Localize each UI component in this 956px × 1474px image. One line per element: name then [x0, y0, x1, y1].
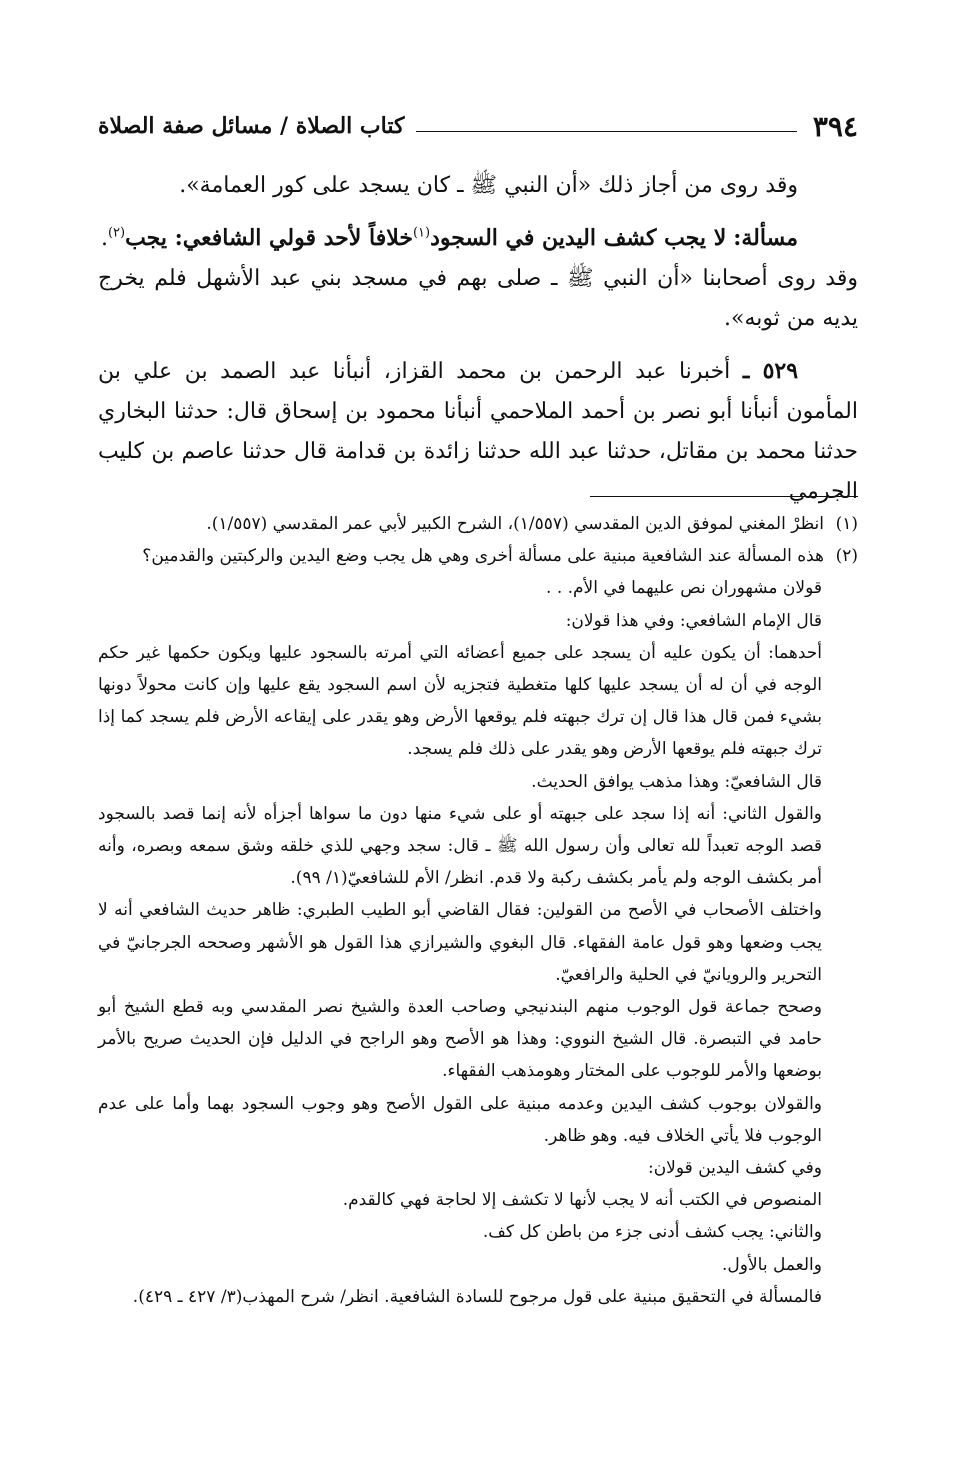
footnote-1-text: انظرْ المغني لموفق الدين المقدسي (١/٥٥٧)، الشرح الكبير لأبي عمر المقدسي (١/٥٥٧).: [206, 514, 824, 534]
footnote-2-text: هذه المسألة عند الشافعية مبنية على مسألة أخرى وهي هل يجب وضع اليدين والركبتين والقدمين؟: [142, 546, 824, 567]
footnote-separator: [590, 496, 858, 497]
hadith-number: ٥٢٩ ـ: [742, 358, 799, 384]
running-title: كتاب الصلاة / مسائل صفة الصلاة: [98, 113, 405, 139]
header-rule: [416, 131, 796, 132]
footnote-ref-1: (١): [412, 225, 431, 241]
footnote-2-body: [98, 572, 858, 1313]
footnote-line: وصحح جماعة قول الوجوب منهم البندنيجي وصاحب العدة والشيخ نصر المقدسي وبه قطع الشيخ أبو حامد في التبصرة. قال الشيخ النووي: وهذا هو الأصح وهو الراجح في الدليل فإن الحديث صريح بالأمر بوضعها والأمر للوجوب على المختار وهومذهب الفقهاء.: [98, 997, 822, 1082]
footnote-2-label: (٢): [835, 546, 858, 567]
footnote-line: المنصوص في الكتب أنه لا يجب لأنها لا تكشف إلا لحاجة فهي كالقدم.: [342, 1190, 822, 1211]
page-header: [98, 106, 858, 146]
footnote-line: قال الشافعيّ: وهذا مذهب يوافق الحديث.: [531, 771, 822, 792]
issue-end: .: [100, 226, 108, 251]
issue-paragraph: [98, 218, 858, 339]
issue-heading: لا يجب كشف اليدين في السجود: [430, 225, 727, 251]
footnote-line: والعمل بالأول.: [722, 1254, 822, 1275]
footnote-ref-2: (٢): [107, 225, 126, 241]
issue-text: خلافاً لأحد قولي الشافعي: يجب: [125, 225, 413, 251]
footnote-line: قال الإمام الشافعي: وفي هذا قولان:: [565, 610, 822, 631]
footnote-line: والثاني: يجب كشف أدنى جزء من باطن كل كف.: [482, 1222, 822, 1243]
hadith-chain: أخبرنا عبد الرحمن بن محمد القزاز، أنبأنا عبد الصمد بن علي بن المأمون أنبأنا أبو نصر بن أحمد الملاحمي أنبأنا محمود بن إسحاق قال: حدثنا البخاري حدثنا محمد بن مقاتل، حدثنا عبد الله حدثنا زائدة بن قدامة قال حدثنا عاصم بن كليب الجرمي: [98, 359, 858, 504]
hadith-paragraph: [98, 351, 858, 512]
footnote-line: فالمسألة في التحقيق مبنية على قول مرجوح للسادة الشافعية. انظر/ شرح المهذب(٣/ ٤٢٧ ـ ٤٢٩).: [132, 1286, 822, 1307]
footnote-line: والقولان بوجوب كشف اليدين وعدمه مبنية على القول الأصح وهو وجوب السجود بهما وأما على عدم الوجوب فلا يأتي الخلاف فيه. وهو ظاهر.: [98, 1093, 822, 1146]
footnote-2: [98, 540, 858, 572]
paragraph-turban: وقد روى من أجاز ذلك «أن النبي ﷺ ـ كان يسجد على كور العمامة».: [179, 173, 798, 198]
paragraph-companions: وقد روى أصحابنا «أن النبي ﷺ ـ صلى بهم في مسجد بني عبد الأشهل فلم يخرج يديه من ثوبه».: [98, 266, 858, 331]
issue-label: مسألة:: [733, 225, 798, 251]
footnote-line: قولان مشهوران نص عليهما في الأم. . .: [546, 578, 822, 599]
main-text: [98, 166, 858, 524]
footnote-line: واختلف الأصحاب في الأصح من القولين: فقال القاضي أبو الطيب الطبري: ظاهر حديث الشافعي أنه لا يجب وضعها وهو قول عامة الفقهاء. قال البغوي والشيرازي هذا القول هو الأشهر وصححه الجرجانيّ في التحرير والرويانيّ في الحلية والرافعيّ.: [98, 900, 822, 985]
footnote-line: أحدهما: أن يكون عليه أن يسجد على جميع أعضائه التي أمرته بالسجود عليها ويكون حكمها غير حكم الوجه في أن له أن يسجد عليها كلها متغطية فتجزيه لأن اسم السجود يقع عليها وإن كانت محولاً دونها بشيء فمن قال هذا قال إن ترك جبهته فلم يوقعها الأرض وهو يقدر على إيقاعه الأرض فلم يسجد كما إذا ترك جبهته فلم يوقعها الأرض وهو يقدر على ذلك فلم يسجد.: [98, 642, 822, 760]
footnotes: [98, 508, 858, 1313]
footnote-line: وفي كشف اليدين قولان:: [647, 1158, 822, 1179]
footnote-1-label: (١): [835, 514, 858, 534]
footnote-1: [98, 508, 858, 540]
page-number: ٣٩٤: [812, 109, 858, 143]
footnote-line: والقول الثاني: أنه إذا سجد على جبهته أو على شيء منها دون ما سواها أجزأه لأنه إنما قصد بالسجود قصد الوجه تعبداً لله تعالى وأن رسول الله ﷺ ـ قال: سجد وجهي للذي خلقه وشق سمعه وبصره، وأنه أمر بكشف الوجه ولم يأمر بكشف ركبة ولا قدم. انظر/ الأم للشافعيّ(١/ ٩٩).: [98, 803, 822, 889]
